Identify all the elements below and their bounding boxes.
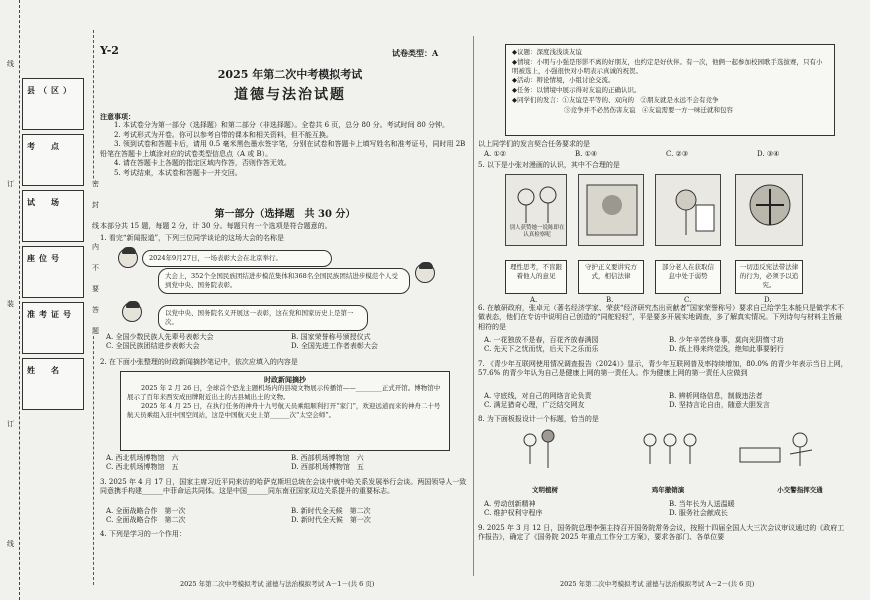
question-6-options <box>478 336 848 355</box>
speech-bubble-2: 大会上，352个全国民族团结进步模范集体和368名全国民族团结进步模范个人受到党中央、国务院表彰。 <box>158 268 410 294</box>
option-c[interactable]: C. ②③ <box>666 150 689 158</box>
note-item: 2. 考试形式为开卷。你可以参考自带的课本和相关资料，但不能互换。 <box>114 130 333 139</box>
news-note-box <box>120 371 450 451</box>
option-d[interactable]: D. 西部机场博物馆 五 <box>291 463 364 472</box>
cartoon-b-scene-icon <box>579 175 644 246</box>
note-item: 5. 考试结束，本试卷和答题卡一并交回。 <box>114 168 242 177</box>
question-4-stem: 4. 下列是学习的一个作用： <box>100 530 186 538</box>
option-a[interactable]: A. ①② <box>484 150 507 158</box>
seal-line <box>91 30 100 585</box>
option-b[interactable]: B. 少年辛苦终身事，莫向光阴惰寸功 <box>669 336 784 344</box>
paper-tag: Y-2 <box>100 44 119 57</box>
cartoon-option-a[interactable]: A. <box>530 296 538 304</box>
cartoon-c <box>655 174 721 246</box>
info-field-ticket[interactable]: 准考证号 <box>22 302 84 354</box>
binding-mark: 订 <box>6 180 15 187</box>
binding-mark: 线 <box>6 540 15 547</box>
cartoon-option-d[interactable]: D. <box>764 296 772 304</box>
speech-bubble-1: 2024年9月27日，一场表彰大会在北京举行。 <box>142 250 332 267</box>
page-footer-left: 2025 年第二次中考模拟考试 道德与法治模拟考试 A－1－(共 6 页) <box>180 580 375 588</box>
subject-title: 道德与法治试题 <box>234 87 346 103</box>
page-footer-right: 2025 年第二次中考模拟考试 道德与法治模拟考试 A－2－(共 6 页) <box>560 580 755 588</box>
note-item: 3. 领到试卷和答题卡后，请用 0.5 毫米黑色墨水签字笔，分别在试卷和答题卡上填写姓名和准考证号，同时用 2B 铅笔在答题卡上填涂对应的试卷类型信息点（A 或 B）。 <box>100 140 466 158</box>
option-b[interactable]: B. 新时代全天候 第二次 <box>291 507 371 515</box>
binding-strip <box>0 0 20 600</box>
option-b[interactable]: B. 国家荣誉称号颁授仪式 <box>291 333 371 341</box>
option-a[interactable]: A. 一花独放不是春，百花齐放春满园 <box>484 336 599 344</box>
scene-label-1: 文明植树 <box>532 486 558 494</box>
cartoon-option-c[interactable]: C. <box>684 296 692 304</box>
scene-label-3: 小交警指挥交通 <box>777 486 823 494</box>
cartoon-d <box>735 174 803 246</box>
box-line: ◆任务：以情境中展示得对友谊的正确认识。 <box>512 86 641 95</box>
speech-bubble-3: 以党中央、国务院名义开展这一表彰，这在党和国家历史上是第一次。 <box>158 305 368 331</box>
option-a[interactable]: A. 守底线，对自己的网络言论负责 <box>484 392 592 400</box>
notes-section <box>100 112 470 178</box>
part1-title: 第一部分（选择题 共 30 分） <box>214 209 356 220</box>
exam-title: 2025 年第二次中考模拟考试 <box>217 68 363 81</box>
info-field-county[interactable]: 县（区） <box>22 78 84 130</box>
box-line: ◆活动：辩论情境，小组讨论交流。 <box>512 76 615 85</box>
question-7-stem: 7. 《青少年互联网使用情况调查报告（2024）》显示，青少年互联网普及率持续增加，80.0% 的青少年表示当日上网，57.6% 的青少年认为自己是健康上网的第一责任人。作为健康上网的第一责任人应做到 <box>478 360 848 378</box>
question-4-options <box>478 150 848 159</box>
question-9-stem: 9. 2025 年 3 月 12 日，国务院总理李强主持召开国务院常务会议，按照十四届全国人大三次会议审议通过的《政府工作报告》，确定了《国务院 2025 年重点工作分工方案》，要求各部门、各单位要 <box>478 524 845 542</box>
cartoon-c-interpretation: 部分老人在获取信息中处于弱势 <box>655 260 721 294</box>
option-b[interactable]: B. 当年长为人送温暖 <box>669 500 735 508</box>
option-d[interactable]: D. 纸上得来终觉浅，绝知此事要躬行 <box>669 345 784 354</box>
option-c[interactable]: C. 全面战略合作 第二次 <box>106 516 186 525</box>
paper-type: 试卷类型：A <box>392 48 439 58</box>
option-d[interactable]: D. 服务社会献成长 <box>669 509 728 518</box>
discussion-box <box>505 44 835 136</box>
option-a[interactable]: A. 西北机场博物馆 六 <box>106 454 179 462</box>
option-a[interactable]: A. 劳动创新精神 <box>484 500 536 508</box>
question-7-options <box>478 392 848 411</box>
box-line: ◆议题：深度浅浅谈友谊 <box>512 48 582 56</box>
box-line: ③竞争并不必然伤害友谊 ④友谊需要一方一味迁就和包容 <box>512 105 733 114</box>
info-field-room[interactable]: 试 场 <box>22 190 84 242</box>
poster-scenes-icon <box>500 428 840 486</box>
question-1-stem: 1. 看完“新闻报道”，下列三位同学谈论的这场大会的名称是 <box>100 234 285 242</box>
news-paragraph-1: 2025 年 2 月 26 日，全球首个恐龙主题机场内的县境文物展示传播馆——________正式开馆。博物馆中展示了百年来西安成田牌附近出土的古县城出土的文物。 <box>127 384 441 402</box>
option-d[interactable]: D. 新时代全天候 第一次 <box>291 516 371 525</box>
note-item: 4. 请在答题卡上各题的指定区域内作答，否则作答无效。 <box>114 159 291 168</box>
scene-label-2: 鸡年撤销演 <box>651 486 685 494</box>
news-paragraph-2: 2025 年 4 月 25 日，在执行任务的神舟十九号航天员乘组顺利打开“家门”，欢迎远道而来的神舟二十号航天员乘组入驻中国空间站，这是中国航天史上第______次“太空会师”。 <box>127 401 441 419</box>
option-d[interactable]: D. ③④ <box>757 150 780 158</box>
info-field-name[interactable]: 姓 名 <box>22 358 84 410</box>
note-item: 1. 本试卷分为第一部分（选择题）和第二部分（非选择题）。全卷共 6 页，总分 80 分。考试时间 80 分钟。 <box>114 121 450 130</box>
cartoon-d-law-icon <box>736 175 803 246</box>
option-c[interactable]: C. 先天下之忧而忧，后天下之乐而乐 <box>484 345 599 354</box>
part1-description: 本部分共 15 题，每题 2 分，计 30 分。每题只有一个选项是符合题意的。 <box>100 222 332 230</box>
cartoon-d-interpretation: 一切违反宪法带法律的行为，必须予以追究。 <box>735 260 803 294</box>
cartoon-a <box>505 174 567 246</box>
student-avatar <box>415 263 435 283</box>
candidate-info-box <box>22 78 84 414</box>
cartoon-b <box>578 174 644 246</box>
question-3-options <box>100 507 470 526</box>
box-line: ◆同学们的发言：①友谊是平等的、双向的 ②朋友就是永远不会有竞争 <box>512 95 719 104</box>
cartoon-c-elder-icon <box>656 175 721 246</box>
binding-mark: 装 <box>6 300 15 307</box>
info-field-seat[interactable]: 座位号 <box>22 246 84 298</box>
question-6-stem: 6. 在敏研政府，张卓元（著名经济学家、荣获“经济研究杰出贡献者”国家荣誉称号）要求自己给学生本能只是做学术不做表态，他们在专访中说明自己创造的“同舵轻轻”，平是要多开展实地调查，多了解真实情况。下列诗句与材料主旨最相符的是 <box>478 304 845 331</box>
option-b[interactable]: B. ①④ <box>575 150 598 158</box>
question-2-options <box>100 454 470 473</box>
option-c[interactable]: C. 全国民族团结进步表彰大会 <box>106 342 200 351</box>
news-box-title: 时政新闻摘抄 <box>264 375 306 384</box>
question-2-stem: 2. 在下面小张整理的时政新闻摘抄笔记中，依次应填入的内容是 <box>100 358 298 366</box>
student-avatar <box>122 302 142 322</box>
cartoon-a-caption: 别人获赞她一说陈即在认真检察呢 <box>509 225 565 239</box>
cartoon-b-interpretation: 守护正义要讲究方式，相信法律 <box>578 260 644 294</box>
option-c[interactable]: C. 西北机场博物馆 五 <box>106 463 179 472</box>
binding-mark: 订 <box>6 420 15 427</box>
option-d[interactable]: D. 全国先进工作者表彰大会 <box>291 342 378 351</box>
question-8-stem: 8. 为下面板报设计一个标题，恰当的是 <box>478 415 599 423</box>
info-field-exam-site[interactable]: 考 点 <box>22 134 84 186</box>
cartoon-a-interpretation: 理性思考，不盲跟着他人的意见 <box>505 260 567 294</box>
binding-mark: 线 <box>6 60 15 67</box>
option-c[interactable]: C. 满足猎奇心理，广泛结交网友 <box>484 401 585 410</box>
question-8-options <box>478 500 848 519</box>
option-b[interactable]: B. 辨析网络信息，制裁违法者 <box>669 392 763 400</box>
box-line: ◆情境：小明与小强是形影不离的好朋友，也约定是好伙伴。有一次，他俩一起参加校园歌手选拔赛，只有小明被选上，小强很快对小明表示真诚的祝贺。 <box>512 57 823 75</box>
option-a[interactable]: A. 全面战略合作 第一次 <box>106 507 186 515</box>
cartoon-option-b[interactable]: B. <box>606 296 614 304</box>
question-3-stem: 3. 2025 年 4 月 17 日，国家主席习近平同来访的哈萨克斯坦总统在会谈中就中哈关系发展举行会谈。两国领导人一致同意携手构建______中菲命运共同体。这是中国______同东南亚国家双边关系提升的重要标志。 <box>100 478 467 496</box>
option-a[interactable]: A. 全国少数民族人先辈号表彰大会 <box>106 333 214 341</box>
option-c[interactable]: C. 维护权利守程序 <box>484 509 543 518</box>
question-5-stem: 5. 以下是小张对漫画的认识，其中不合理的是 <box>478 161 620 169</box>
student-avatar <box>118 248 138 268</box>
question-1-options <box>100 333 470 352</box>
option-d[interactable]: D. 坚持言论自由，随意大胆发言 <box>669 401 770 410</box>
question-4-tail: 以上同学们的发言契合任务要求的是 <box>478 140 590 148</box>
page-divider <box>473 36 474 576</box>
option-b[interactable]: B. 西部机场博物馆 六 <box>291 454 364 462</box>
seal-line-text: 密 封 线 内 不 要 答 题 <box>91 180 100 334</box>
notes-heading: 注意事项： <box>100 112 135 121</box>
